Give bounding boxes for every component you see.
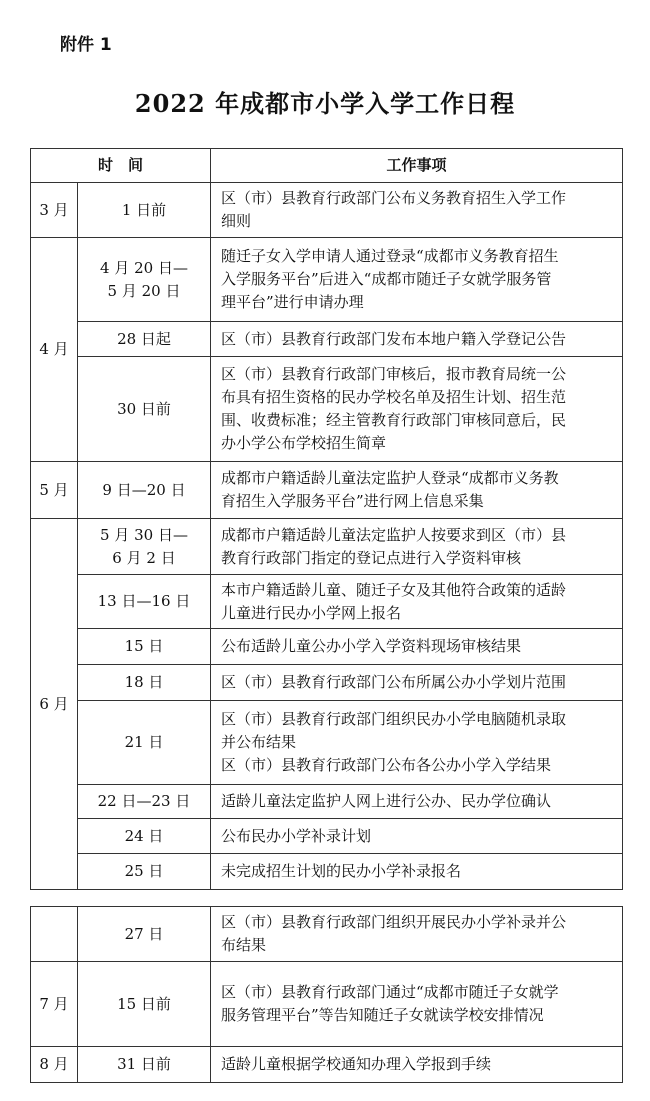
month-cell: 7 月	[31, 962, 78, 1047]
task-line: 区（市）县教育行政部门通过“成都市随迁子女就学	[221, 983, 559, 1001]
date-text: 21 日	[124, 733, 164, 751]
table-row	[31, 322, 623, 357]
date-cell	[78, 854, 211, 890]
date-cell	[78, 665, 211, 701]
date-cell	[78, 462, 211, 519]
task-cell	[211, 1047, 623, 1083]
date-cell	[78, 819, 211, 854]
month-cell: 5 月	[31, 462, 78, 519]
task-line: 育招生入学服务平台”进行网上信息采集	[221, 492, 484, 510]
task-line: 教育行政部门指定的登记点进行入学资料审核	[221, 548, 522, 567]
task-cell	[211, 854, 623, 890]
date-cell	[78, 183, 211, 238]
table-row	[31, 519, 623, 575]
task-line: 细则	[221, 212, 252, 230]
task-line: 并公布结果	[221, 733, 297, 751]
date-text: 25 日	[124, 862, 164, 880]
task-line: 区（市）县教育行政部门发布本地户籍入学登记公告	[221, 329, 567, 348]
task-cell	[211, 575, 623, 629]
table-row	[31, 238, 623, 322]
table-row	[31, 629, 623, 665]
task-cell	[211, 519, 623, 575]
task-line: 区（市）县教育行政部门组织开展民办小学补录并公	[221, 913, 567, 931]
task-cell	[211, 962, 623, 1047]
table-row	[31, 665, 623, 701]
task-cell	[211, 322, 623, 357]
task-line: 儿童进行民办小学网上报名	[221, 603, 402, 622]
task-cell	[211, 665, 623, 701]
attachment-label: 附件 1	[60, 35, 112, 55]
table-row	[31, 962, 623, 1047]
date-cell	[78, 962, 211, 1047]
date-text: 6 月 2 日	[112, 548, 176, 567]
date-cell	[78, 701, 211, 785]
date-cell	[78, 785, 211, 819]
schedule-table	[30, 148, 623, 890]
date-text: 5 月 20 日	[107, 281, 181, 300]
date-text: 30 日前	[117, 399, 171, 418]
date-text: 13 日—16 日	[97, 592, 191, 610]
date-text: 28 日起	[117, 329, 171, 348]
date-cell	[78, 322, 211, 357]
table-header-row	[31, 149, 623, 183]
date-text: 24 日	[124, 826, 164, 845]
task-cell	[211, 701, 623, 785]
task-line: 成都市户籍适龄儿童法定监护人登录“成都市义务教	[221, 469, 559, 487]
table-row	[31, 854, 623, 890]
table-row	[31, 819, 623, 854]
task-line: 布结果	[221, 936, 267, 954]
month-cell: 8 月	[31, 1047, 78, 1083]
task-line: 区（市）县教育行政部门公布各公办小学入学结果	[221, 756, 552, 774]
task-line: 本市户籍适龄儿童、随迁子女及其他符合政策的适龄	[221, 580, 567, 599]
task-cell	[211, 357, 623, 462]
task-cell	[211, 819, 623, 854]
task-line: 理平台”进行申请办理	[221, 293, 364, 311]
table-row	[31, 701, 623, 785]
task-line: 适龄儿童根据学校通知办理入学报到手续	[221, 1055, 492, 1073]
month-cell	[31, 907, 78, 962]
task-line: 公布民办小学补录计划	[221, 826, 372, 845]
date-text: 15 日前	[117, 994, 171, 1013]
task-line: 公布适龄儿童公办小学入学资料现场审核结果	[221, 637, 522, 655]
date-text: 22 日—23 日	[97, 792, 191, 810]
task-line: 未完成招生计划的民办小学补录报名	[221, 862, 462, 880]
date-text: 18 日	[124, 673, 164, 691]
header-time: 时 间	[31, 149, 211, 183]
table-row	[31, 462, 623, 519]
month-cell: 4 月	[31, 238, 78, 462]
date-text: 4 月 20 日—	[100, 258, 188, 277]
table-row	[31, 183, 623, 238]
table-row	[31, 785, 623, 819]
task-line: 入学服务平台”后进入“成都市随迁子女就学服务管	[221, 270, 552, 288]
schedule-table-continued	[30, 906, 623, 1083]
date-cell	[78, 238, 211, 322]
page-title: 2022 年成都市小学入学工作日程	[134, 89, 516, 118]
date-text: 1 日前	[121, 200, 167, 219]
table-row	[31, 907, 623, 962]
task-line: 办小学公布学校招生简章	[221, 434, 387, 452]
task-cell	[211, 907, 623, 962]
date-text: 27 日	[124, 924, 164, 943]
date-cell	[78, 519, 211, 575]
header-matters: 工作事项	[211, 149, 623, 183]
date-text: 31 日前	[117, 1055, 171, 1073]
task-cell	[211, 462, 623, 519]
task-line: 区（市）县教育行政部门组织民办小学电脑随机录取	[221, 710, 567, 728]
task-line: 随迁子女入学申请人通过登录“成都市义务教育招生	[221, 247, 559, 265]
task-line: 服务管理平台”等告知随迁子女就读学校安排情况	[221, 1006, 544, 1024]
task-line: 区（市）县教育行政部门公布所属公办小学划片范围	[221, 673, 567, 691]
month-cell: 3 月	[31, 183, 78, 238]
month-cell: 6 月	[31, 519, 78, 890]
date-cell	[78, 629, 211, 665]
table-row	[31, 357, 623, 462]
task-line: 适龄儿童法定监护人网上进行公办、民办学位确认	[221, 792, 552, 810]
date-cell	[78, 1047, 211, 1083]
date-text: 5 月 30 日—	[100, 525, 188, 544]
task-line: 布具有招生资格的民办学校名单及招生计划、招生范	[221, 388, 567, 406]
table-row	[31, 1047, 623, 1083]
date-cell	[78, 357, 211, 462]
date-text: 9 日—20 日	[102, 480, 186, 499]
task-cell	[211, 785, 623, 819]
date-cell	[78, 907, 211, 962]
date-cell	[78, 575, 211, 629]
task-cell	[211, 629, 623, 665]
table-row	[31, 575, 623, 629]
task-cell	[211, 238, 623, 322]
task-cell	[211, 183, 623, 238]
date-text: 15 日	[124, 637, 164, 655]
task-line: 围、收费标准；经主管教育行政部门审核同意后，民	[221, 411, 567, 429]
task-line: 区（市）县教育行政部门审核后，报市教育局统一公	[221, 365, 567, 383]
task-line: 成都市户籍适龄儿童法定监护人按要求到区（市）县	[221, 525, 567, 544]
task-line: 区（市）县教育行政部门公布义务教育招生入学工作	[221, 189, 567, 207]
